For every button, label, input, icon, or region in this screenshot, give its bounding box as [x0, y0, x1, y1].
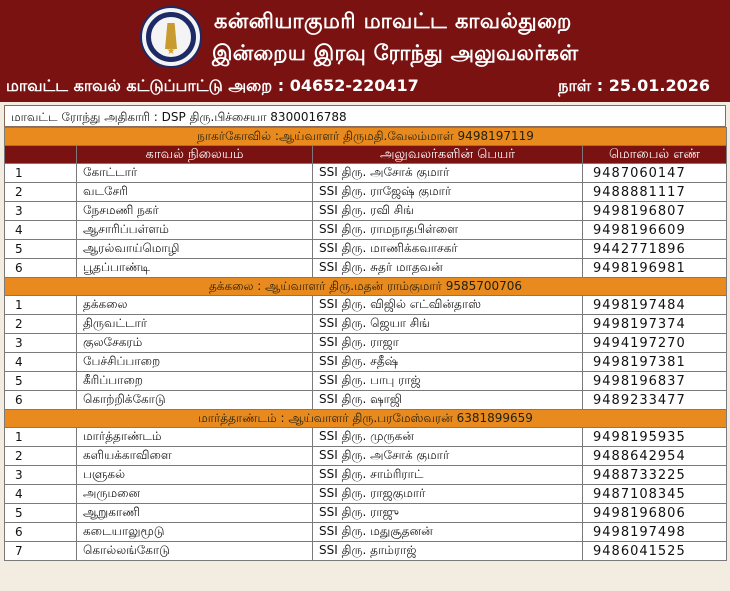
station-name: பேச்சிப்பாறை — [77, 353, 313, 372]
station-name: களியக்காவிளை — [77, 447, 313, 466]
table-row — [5, 221, 727, 240]
station-name: வடசேரி — [77, 183, 313, 202]
mobile-number: 9487060147 — [583, 164, 727, 183]
page-subtitle: இன்றைய இரவு ரோந்து அலுவலர்கள் — [212, 41, 579, 65]
table-row — [5, 334, 727, 353]
officer-name: SSI திரு. ராமநாதபிள்ளை — [313, 221, 583, 240]
officer-name: SSI திரு. விஜில் எட்வின்தாஸ் — [313, 296, 583, 315]
table-row — [5, 353, 727, 372]
roster-date: நாள் : 25.01.2026 — [558, 76, 710, 95]
mobile-number: 9498196981 — [583, 259, 727, 278]
mobile-number: 9498197484 — [583, 296, 727, 315]
officer-name: SSI திரு. ராஜேஷ் குமார் — [313, 183, 583, 202]
mobile-number: 9488733225 — [583, 466, 727, 485]
table-row — [5, 542, 727, 561]
officer-name: SSI திரு. தாம்ராஜ் — [313, 542, 583, 561]
officer-name: SSI திரு. ராஜா — [313, 334, 583, 353]
officer-name: SSI திரு. பாபு ராஜ் — [313, 372, 583, 391]
station-name: திருவட்டார் — [77, 315, 313, 334]
mobile-number: 9488642954 — [583, 447, 727, 466]
row-number: 6 — [5, 259, 77, 278]
table-row — [5, 372, 727, 391]
table-row — [5, 315, 727, 334]
row-number: 2 — [5, 183, 77, 202]
row-number: 3 — [5, 334, 77, 353]
table-row — [5, 183, 727, 202]
table-row — [5, 466, 727, 485]
table-row — [5, 202, 727, 221]
officer-name: SSI திரு. ராஜு — [313, 504, 583, 523]
row-number: 2 — [5, 315, 77, 334]
mobile-number: 9498195935 — [583, 428, 727, 447]
officer-name: SSI திரு. முருகன் — [313, 428, 583, 447]
table-row — [5, 240, 727, 259]
roster-table — [4, 127, 727, 561]
row-number: 3 — [5, 202, 77, 221]
officer-name: SSI திரு. ஷாஜி — [313, 391, 583, 410]
table-row — [5, 485, 727, 504]
row-number: 4 — [5, 485, 77, 504]
row-number: 1 — [5, 164, 77, 183]
mobile-number: 9498197498 — [583, 523, 727, 542]
column-header: மொபைல் எண் — [583, 146, 727, 164]
station-name: கடையாலுமூடு — [77, 523, 313, 542]
row-number: 1 — [5, 428, 77, 447]
station-name: நேசமணி நகர் — [77, 202, 313, 221]
row-number: 2 — [5, 447, 77, 466]
mobile-number: 9498196806 — [583, 504, 727, 523]
row-number: 7 — [5, 542, 77, 561]
page-title: கன்னியாகுமரி மாவட்ட காவல்துறை — [214, 9, 572, 33]
station-name: கோட்டார் — [77, 164, 313, 183]
row-number: 1 — [5, 296, 77, 315]
table-row — [5, 296, 727, 315]
row-number: 5 — [5, 240, 77, 259]
mobile-number: 9498197381 — [583, 353, 727, 372]
table-row — [5, 523, 727, 542]
table-row — [5, 504, 727, 523]
station-name: மார்த்தாண்டம் — [77, 428, 313, 447]
officer-name: SSI திரு. மாணிக்கவாசகர் — [313, 240, 583, 259]
table-row — [5, 164, 727, 183]
table-row — [5, 447, 727, 466]
table-row — [5, 391, 727, 410]
station-name: ஆசாரிப்பள்ளம் — [77, 221, 313, 240]
table-row — [5, 428, 727, 447]
mobile-number: 9442771896 — [583, 240, 727, 259]
column-header: அலுவலர்களின் பெயர் — [313, 146, 583, 164]
column-header: காவல் நிலையம் — [77, 146, 313, 164]
table-row — [5, 259, 727, 278]
officer-name: SSI திரு. மதுசூதனன் — [313, 523, 583, 542]
mobile-number: 9489233477 — [583, 391, 727, 410]
station-name: ஆரல்வாய்மொழி — [77, 240, 313, 259]
station-name: குலசேகரம் — [77, 334, 313, 353]
group-header-row — [5, 128, 727, 146]
mobile-number: 9487108345 — [583, 485, 727, 504]
row-number: 6 — [5, 523, 77, 542]
mobile-number: 9498196837 — [583, 372, 727, 391]
officer-name: SSI திரு. சதீஷ் — [313, 353, 583, 372]
group-header-row — [5, 278, 727, 296]
group-header-row — [5, 410, 727, 428]
station-name: கீரிப்பாறை — [77, 372, 313, 391]
control-room-number: மாவட்ட காவல் கட்டுப்பாட்டு அறை : 04652-220417 — [6, 76, 419, 95]
station-name: கொற்றிக்கோடு — [77, 391, 313, 410]
row-number: 4 — [5, 221, 77, 240]
station-name: ஆறுகாணி — [77, 504, 313, 523]
officer-name: SSI திரு. ஜெயா சிங் — [313, 315, 583, 334]
station-name: அருமனை — [77, 485, 313, 504]
mobile-number: 9498197374 — [583, 315, 727, 334]
officer-name: SSI திரு. சாம்ரிராட் — [313, 466, 583, 485]
mobile-number: 9488881117 — [583, 183, 727, 202]
station-name: பளுகல் — [77, 466, 313, 485]
mobile-number: 9494197270 — [583, 334, 727, 353]
mobile-number: 9486041525 — [583, 542, 727, 561]
row-number: 3 — [5, 466, 77, 485]
officer-name: SSI திரு. அசோக் குமார் — [313, 164, 583, 183]
column-header-row — [5, 146, 727, 164]
station-name: கொல்லங்கோடு — [77, 542, 313, 561]
row-number: 4 — [5, 353, 77, 372]
row-number: 5 — [5, 504, 77, 523]
district-patrol-officer: மாவட்ட ரோந்து அதிகாரி : DSP திரு.பிச்சையா 8300016788 — [4, 105, 726, 127]
mobile-number: 9498196807 — [583, 202, 727, 221]
officer-name: SSI திரு. அசோக் குமார் — [313, 447, 583, 466]
mobile-number: 9498196609 — [583, 221, 727, 240]
group-title: மார்த்தாண்டம் : ஆய்வாளர் திரு.பரமேஸ்வரன் 6381899659 — [5, 410, 727, 428]
row-number: 6 — [5, 391, 77, 410]
officer-name: SSI திரு. ரவி சிங் — [313, 202, 583, 221]
station-name: தக்கலை — [77, 296, 313, 315]
officer-name: SSI திரு. ராஜகுமார் — [313, 485, 583, 504]
group-title: தக்கலை : ஆய்வாளர் திரு.மதன் ராம்குமார் 9585700706 — [5, 278, 727, 296]
station-name: பூதப்பாண்டி — [77, 259, 313, 278]
group-title: நாகர்கோவில் :ஆய்வாளர் திருமதி.வேலம்மாள் 9498197119 — [5, 128, 727, 146]
row-number: 5 — [5, 372, 77, 391]
column-header — [5, 146, 77, 164]
officer-name: SSI திரு. சுதர் மாதவன் — [313, 259, 583, 278]
police-emblem-icon: ★ — [140, 6, 202, 68]
header-banner — [0, 0, 730, 102]
